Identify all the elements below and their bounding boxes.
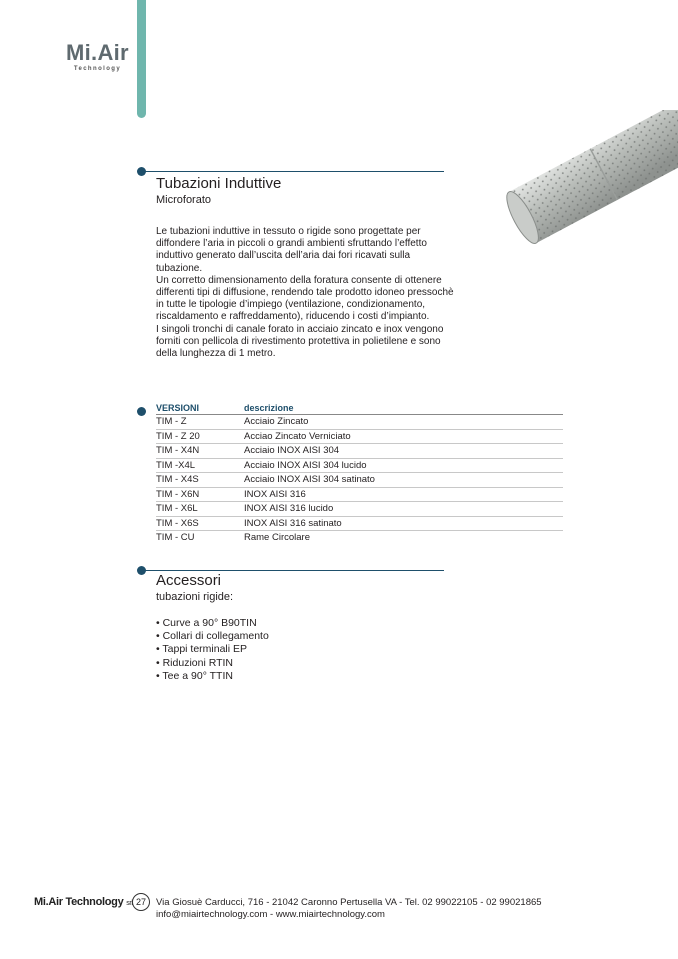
footer-address: Via Giosuè Carducci, 716 - 21042 Caronno Pertusella VA - Tel. 02 99022105 - 02 99021865 — [156, 897, 542, 908]
accent-bar — [137, 0, 146, 118]
paragraph: Un corretto dimensionamento della foratura consente di ottenere differenti tipi di diffusione, rendendo tale prodotto idoneo pressochè in tutte le tipologie d’impiego (ventilazione, condizionamento, riscaldamento e raffreddamento), riducendo i costi d’impianto. — [156, 274, 454, 323]
version-description: INOX AISI 316 — [244, 487, 563, 502]
accessories-title: Accessori — [156, 572, 222, 589]
logo-name: Mi.Air — [66, 40, 129, 65]
list-item: • Collari di collegamento — [156, 630, 269, 643]
version-description: INOX AISI 316 satinato — [244, 516, 563, 531]
version-code: TIM - X6N — [156, 487, 244, 502]
description-text — [156, 226, 456, 360]
version-code: TIM - Z 20 — [156, 429, 244, 444]
table-row — [156, 531, 563, 545]
version-code: TIM - X4S — [156, 473, 244, 488]
table-row — [156, 458, 563, 473]
column-header: descrizione — [244, 401, 563, 415]
section-subtitle: Microforato — [156, 194, 212, 206]
version-description: Acciao Zincato Verniciato — [244, 429, 563, 444]
perforated-pipe-image — [505, 110, 678, 250]
logo-tagline: Technology — [73, 66, 122, 72]
version-description: Acciaio INOX AISI 304 — [244, 444, 563, 459]
section-divider — [144, 171, 444, 172]
list-item: • Tee a 90° TTIN — [156, 670, 269, 683]
table-row — [156, 502, 563, 517]
table-marker — [137, 407, 146, 416]
section-divider — [144, 570, 444, 571]
footer-contacts — [156, 897, 542, 921]
version-description: Acciaio INOX AISI 304 satinato — [244, 473, 563, 488]
version-description: Acciaio INOX AISI 304 lucido — [244, 458, 563, 473]
version-code: TIM - CU — [156, 532, 195, 544]
footer-brand — [34, 896, 133, 908]
version-code: TIM - X6L — [156, 502, 244, 517]
footer-brand-name: Mi.Air Technology — [34, 896, 124, 908]
table-row — [156, 415, 563, 430]
versions-table — [156, 401, 563, 545]
version-code: TIM -X4L — [156, 458, 244, 473]
table-row — [156, 444, 563, 459]
brand-logo — [66, 42, 129, 72]
footer-web: info@miairtechnology.com - www.miairtechnology.com — [156, 909, 385, 920]
table-row — [156, 487, 563, 502]
version-code: TIM - Z — [156, 415, 244, 430]
column-header: VERSIONI — [156, 401, 244, 415]
section-title: Tubazioni Induttive — [156, 175, 282, 192]
table-row — [156, 516, 563, 531]
accessories-list — [156, 617, 269, 683]
version-code: TIM - X6S — [156, 516, 244, 531]
version-description: Acciaio Zincato — [244, 415, 563, 430]
version-description: Rame Circolare — [244, 532, 310, 544]
list-item: • Tappi terminali EP — [156, 643, 269, 656]
table-row — [156, 473, 563, 488]
table-row — [156, 429, 563, 444]
version-description: INOX AISI 316 lucido — [244, 502, 563, 517]
list-item: • Riduzioni RTIN — [156, 657, 269, 670]
paragraph: Le tubazioni induttive in tessuto o rigide sono progettate per diffondere l’aria in piccoli o grandi ambienti sfruttando l’effetto induttivo generato dall’uscita dell’aria dai fori ricavati sulla tubazione. — [156, 226, 427, 274]
footer-brand-suffix: srl — [126, 900, 133, 907]
paragraph: I singoli tronchi di canale forato in acciaio zincato e inox vengono forniti con pellicola di rivestimento protettiva in polietilene e sono della lunghezza di 1 metro. — [156, 323, 444, 360]
accessories-subtitle: tubazioni rigide: — [156, 591, 234, 603]
list-item: • Curve a 90° B90TIN — [156, 617, 269, 630]
page-number: 27 — [132, 893, 150, 911]
version-code: TIM - X4N — [156, 444, 244, 459]
table-header-row — [156, 401, 563, 415]
